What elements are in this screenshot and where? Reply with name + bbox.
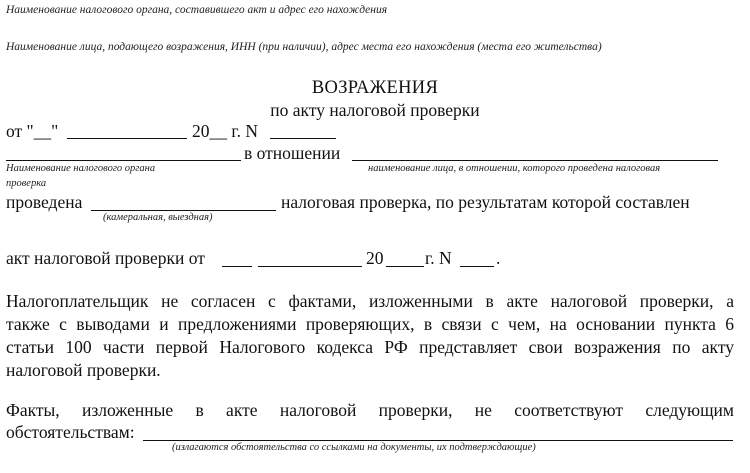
act-prefix: акт налоговой проверки от — [6, 248, 205, 268]
caption-wrap: проверка — [6, 178, 47, 189]
act-day-blank[interactable] — [222, 266, 252, 267]
act-end: . — [496, 248, 501, 268]
taxpayer-blank[interactable] — [352, 160, 718, 161]
date-prefix: от "__" — [6, 121, 59, 141]
objection-paragraph — [6, 290, 734, 382]
audit-type-caption: (камеральная, выездная) — [103, 212, 213, 223]
act-number-label: г. N — [425, 248, 452, 268]
audit-type-blank[interactable] — [91, 210, 276, 211]
circumstances-label: обстоятельствам: — [6, 422, 135, 442]
facts-paragraph — [6, 399, 734, 422]
date-month-blank[interactable] — [67, 138, 187, 139]
objector-caption: Наименование лица, подающего возражения, ИНН (при наличии), адрес места его нахождения (места его жительства) — [6, 41, 602, 53]
document-subtitle: по акту налоговой проверки — [270, 100, 480, 120]
relation-text: в отношении — [244, 143, 341, 163]
act-number-blank-2[interactable] — [460, 266, 494, 267]
act-year: 20 — [366, 248, 384, 268]
circumstances-blank[interactable] — [143, 440, 733, 441]
act-month-blank[interactable] — [258, 266, 362, 267]
circumstances-caption: (излагаются обстоятельства со ссылками на документы, их подтверждающие) — [172, 442, 536, 453]
audit-suffix: налоговая проверка, по результатам которой составлен — [281, 192, 690, 212]
date-year: 20__ г. N — [192, 121, 258, 141]
tax-authority-blank-caption: Наименование налогового органа — [6, 163, 156, 174]
act-year-blank[interactable] — [386, 266, 424, 267]
taxpayer-blank-caption: наименование лица, в отношении, которого проведена налоговая — [368, 163, 661, 174]
paragraph-line: Налогоплательщик не согласен с фактами, изложенными в акте налоговой проверки, а — [6, 291, 734, 311]
act-number-blank[interactable] — [270, 138, 336, 139]
audit-prefix: проведена — [6, 192, 83, 212]
paragraph-line: статьи 100 части первой Налогового кодекса РФ представляет свои возражения по акту — [6, 337, 734, 357]
paragraph-line: также с выводами и предложениями проверяющих, в связи с чем, на основании пункта 6 — [6, 314, 734, 334]
tax-authority-caption: Наименование налогового органа, составившего акт и адрес его нахождения — [6, 4, 388, 16]
tax-authority-blank[interactable] — [6, 160, 241, 161]
paragraph-line: Факты, изложенные в акте налоговой проверки, не соответствуют следующим — [6, 400, 734, 420]
paragraph-line: налоговой проверки. — [6, 360, 161, 380]
document-title: ВОЗРАЖЕНИЯ — [311, 78, 439, 98]
